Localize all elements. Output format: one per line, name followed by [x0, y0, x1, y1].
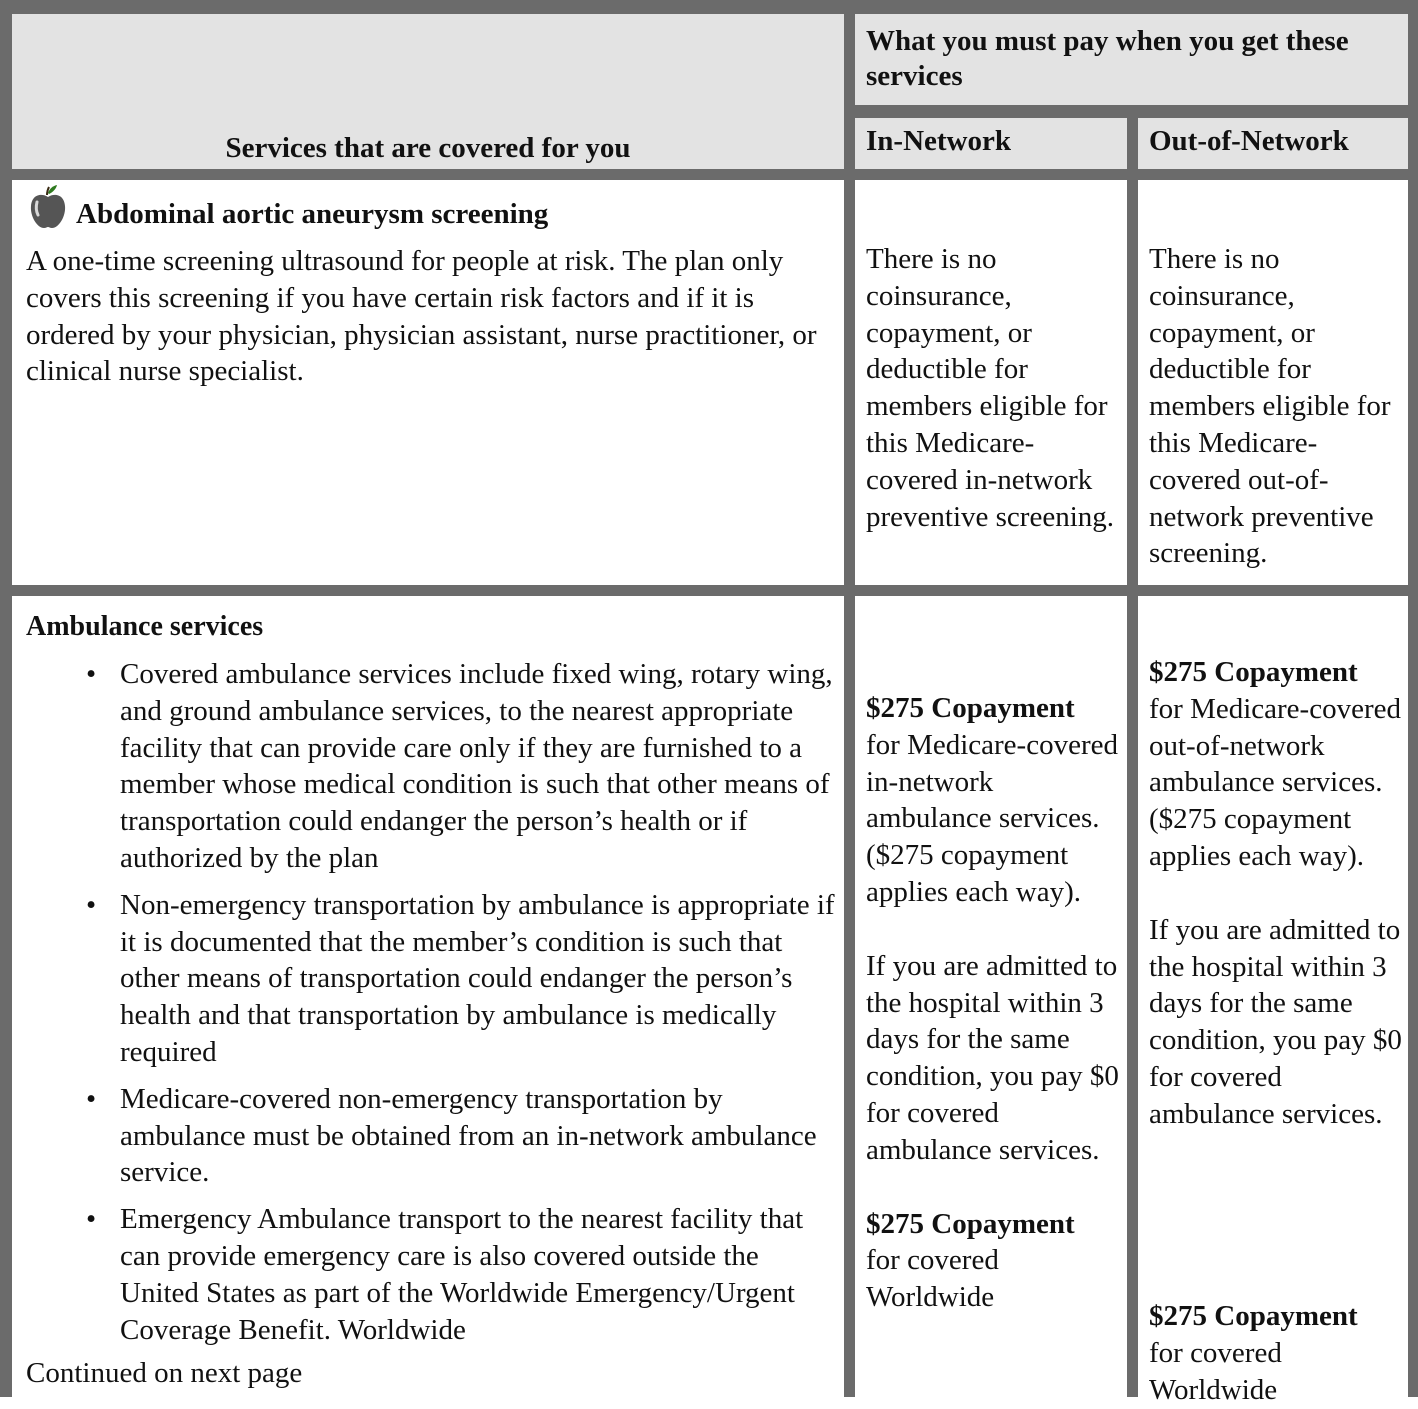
bullet-icon: • [86, 1203, 97, 1236]
bullet-text: Non-emergency transportation by ambulance is appropriate if it is documented that the member’s condition is such that other means of transportation could endanger the person’s health and that transportation by ambulance is medically required [120, 888, 835, 1068]
aaa-screening-description: A one-time screening ultrasound for people at risk. The plan only covers this screening if you have certain risk factors and if it is ordered by your physician, physician assistant, nurse practitioner, or clinical nurse specialist. [26, 245, 817, 388]
bullet-text: Medicare-covered non-emergency transportation by ambulance must be obtained from an in-network ambulance service. [120, 1082, 817, 1189]
bullet-text: Emergency Ambulance transport to the nearest facility that can provide emergency care is also covered outside the United States as part of the Worldwide Emergency/Urgent Coverage Benefit. Worldwide [120, 1203, 804, 1346]
ambulance-bullet-list [12, 656, 842, 1358]
aaa-in-network-cost: There is no coinsurance, copayment, or deductible for members eligible for this Medicare-covered in-network preventive screening. [866, 243, 1115, 533]
aaa-out-network-cost: There is no coinsurance, copayment, or deductible for members eligible for this Medicare-covered out-of-network preventive screening. [1149, 243, 1391, 570]
continued-note: Continued on next page [26, 1357, 303, 1389]
list-item [12, 1081, 842, 1191]
list-item [12, 656, 842, 877]
ambulance-services-title: Ambulance services [26, 611, 264, 642]
out-network-copay-1-text: for Medicare-covered out-of-network ambulance services. ($275 copayment applies each way). [1149, 692, 1401, 872]
out-network-copay-2-label: $275 Copayment [1149, 1300, 1358, 1332]
ambulance-in-network-cell [855, 596, 1127, 1397]
pay-header: What you must pay when you get these services [866, 25, 1349, 92]
out-network-admitted-text: If you are admitted to the hospital within 3 days for the same condition, you pay $0 for covered ambulance services. [1149, 913, 1402, 1130]
in-network-copay-1-label: $275 Copayment [866, 692, 1075, 724]
in-network-copay-2-label: $275 Copayment [866, 1207, 1075, 1240]
aaa-out-network-cell [1138, 180, 1408, 585]
bullet-text: Covered ambulance services include fixed wing, rotary wing, and ground ambulance services, to the nearest appropriate facility that can provide care only if they are furnished to a member whose medical condition is such that other means of transportation could endanger the person’s health or if authorized by the plan [120, 658, 833, 874]
bullet-icon: • [86, 1082, 97, 1115]
list-item [12, 887, 842, 1071]
in-network-copay-1-text: for Medicare-covered in-network ambulance services. ($275 copayment applies each way). [866, 728, 1118, 908]
ambulance-service-cell [12, 596, 844, 1397]
aaa-in-network-cell [855, 180, 1127, 585]
ambulance-out-network-cell [1138, 596, 1408, 1406]
out-network-header-cell [1138, 118, 1408, 169]
pay-header-cell [855, 14, 1408, 105]
aaa-screening-title: Abdominal aortic aneurysm screening [76, 198, 549, 230]
in-network-header-cell [855, 118, 1127, 169]
aaa-screening-service-cell [12, 180, 844, 585]
list-item [12, 1201, 842, 1348]
out-network-copay-2-text: for covered Worldwide [1149, 1337, 1282, 1406]
bullet-icon: • [86, 888, 97, 921]
out-network-header: Out-of-Network [1149, 125, 1349, 157]
in-network-header: In-Network [866, 125, 1011, 157]
bullet-icon: • [86, 658, 97, 690]
in-network-copay-2-text: for covered Worldwide [866, 1244, 999, 1314]
services-header-cell [12, 14, 844, 169]
out-network-copay-1-label: $275 Copayment [1149, 656, 1358, 688]
apple-icon [28, 184, 68, 230]
services-column-header: Services that are covered for you [225, 132, 631, 164]
in-network-admitted-text: If you are admitted to the hospital within 3 days for the same condition, you pay $0 for covered ambulance services. [866, 949, 1119, 1166]
